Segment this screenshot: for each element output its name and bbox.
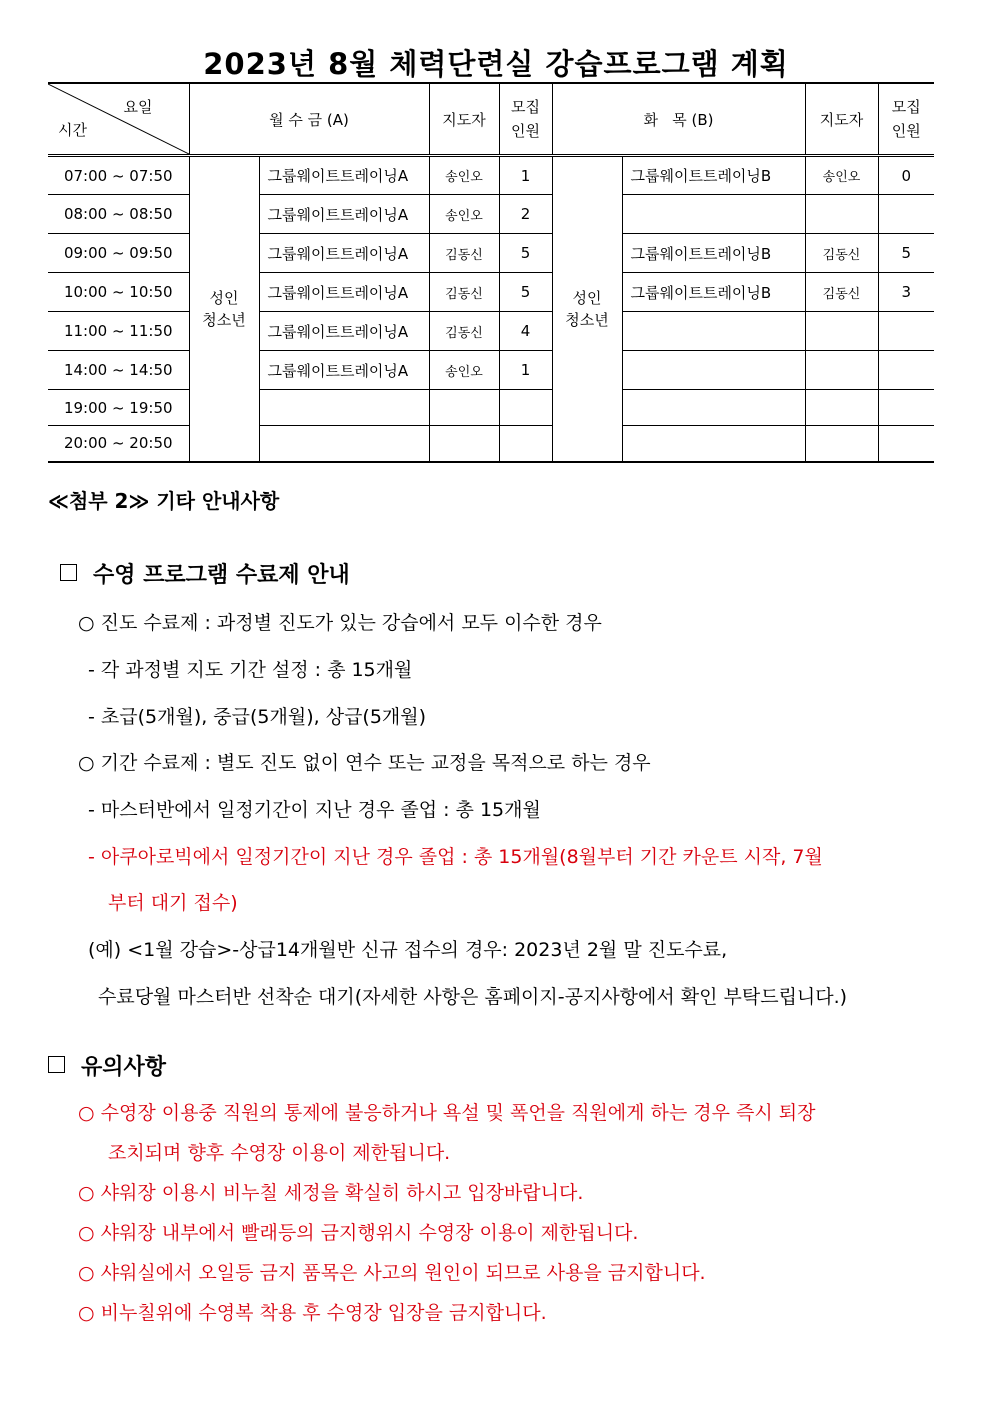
instructor-b-cell (805, 351, 878, 390)
notice-section-heading (48, 1050, 166, 1081)
instructor-b-cell (805, 390, 878, 426)
recruit-a-cell: 2 (499, 195, 552, 234)
class-a-cell: 그룹웨이트트레이닝A (259, 195, 429, 234)
notice-line-4: ○ 샤워장 내부에서 빨래등의 금지행위시 수영장 이용이 제한됩니다. (78, 1222, 639, 1244)
swim-section-heading (60, 558, 350, 589)
instructor-b-cell: 김동신 (805, 273, 878, 312)
class-a-cell (259, 390, 429, 426)
table-row (48, 426, 934, 462)
recruit-a-cell (499, 426, 552, 462)
instructor-b-cell (805, 312, 878, 351)
header-tt: 화 목 (B) (552, 83, 805, 156)
class-a-cell (259, 426, 429, 462)
class-b-cell (622, 426, 805, 462)
time-cell: 19:00 ~ 19:50 (48, 390, 189, 426)
time-cell: 07:00 ~ 07:50 (48, 156, 189, 195)
recruit-b-cell (878, 390, 934, 426)
recruit-b-cell (878, 351, 934, 390)
attachment-heading: ≪첨부 2≫ 기타 안내사항 (48, 489, 280, 513)
class-b-cell (622, 390, 805, 426)
class-a-cell: 그룹웨이트트레이닝A (259, 351, 429, 390)
notice-line-6: ○ 비누칠위에 수영복 착용 후 수영장 입장을 금지합니다. (78, 1302, 547, 1324)
instructor-a-cell: 송인오 (429, 195, 499, 234)
checkbox-square-icon (48, 1056, 65, 1073)
notice-line-5: ○ 샤워실에서 오일등 금지 품목은 사고의 원인이 되므로 사용을 금지합니다. (78, 1262, 706, 1284)
instructor-a-cell (429, 426, 499, 462)
class-b-cell (622, 312, 805, 351)
recruit-a-cell: 1 (499, 351, 552, 390)
corner-day-label: 요일 (123, 98, 153, 116)
recruit-b-cell: 5 (878, 234, 934, 273)
table-row (48, 156, 934, 195)
schedule-table (48, 82, 934, 463)
recruit-b-cell: 3 (878, 273, 934, 312)
table-row (48, 195, 934, 234)
notice-heading-text: 유의사항 (81, 1055, 167, 1080)
swim-line-1: ○ 진도 수료제 : 과정별 진도가 있는 강습에서 모두 이수한 경우 (78, 612, 602, 634)
swim-line-2: - 각 과정별 지도 기간 설정 : 총 15개월 (88, 659, 413, 681)
instructor-a-cell: 김동신 (429, 312, 499, 351)
instructor-b-cell: 송인오 (805, 156, 878, 195)
notice-line-2: 조치되며 향후 수영장 이용이 제한됩니다. (108, 1142, 451, 1164)
instructor-a-cell (429, 390, 499, 426)
swim-line-6: - 아쿠아로빅에서 일정기간이 지난 경우 졸업 : 총 15개월(8월부터 기간 카운트 시작, 7월 (88, 846, 823, 868)
class-a-cell: 그룹웨이트트레이닝A (259, 234, 429, 273)
class-a-cell: 그룹웨이트트레이닝A (259, 273, 429, 312)
swim-line-7: 부터 대기 접수) (108, 892, 238, 914)
instructor-a-cell: 송인오 (429, 156, 499, 195)
header-mwf: 월 수 금 (A) (189, 83, 429, 156)
table-row (48, 312, 934, 351)
group-b-cell: 성인 청소년 (552, 156, 622, 462)
class-b-cell: 그룹웨이트트레이닝B (622, 156, 805, 195)
recruit-a-cell: 5 (499, 273, 552, 312)
class-b-cell: 그룹웨이트트레이닝B (622, 234, 805, 273)
header-instructor-a: 지도자 (429, 83, 499, 156)
recruit-b-cell (878, 426, 934, 462)
notice-line-1: ○ 수영장 이용중 직원의 통제에 불응하거나 욕설 및 폭언을 직원에게 하는 경우 즉시 퇴장 (78, 1102, 816, 1124)
group-a-cell: 성인 청소년 (189, 156, 259, 462)
recruit-a-cell: 1 (499, 156, 552, 195)
swim-example-2: 수료당월 마스터반 선착순 대기(자세한 사항은 홈페이지-공지사항에서 확인 부탁드립니다.) (98, 986, 848, 1008)
time-cell: 10:00 ~ 10:50 (48, 273, 189, 312)
time-cell: 09:00 ~ 09:50 (48, 234, 189, 273)
time-cell: 20:00 ~ 20:50 (48, 426, 189, 462)
checkbox-square-icon (60, 564, 77, 581)
instructor-b-cell: 김동신 (805, 234, 878, 273)
header-recruit-a: 모집 인원 (499, 83, 552, 156)
corner-cell (48, 83, 189, 156)
instructor-a-cell: 김동신 (429, 234, 499, 273)
header-recruit-b: 모집 인원 (878, 83, 934, 156)
recruit-a-cell: 4 (499, 312, 552, 351)
class-b-cell (622, 351, 805, 390)
time-cell: 11:00 ~ 11:50 (48, 312, 189, 351)
class-b-cell (622, 195, 805, 234)
instructor-b-cell (805, 426, 878, 462)
instructor-b-cell (805, 195, 878, 234)
table-header-row (48, 83, 934, 156)
swim-line-5: - 마스터반에서 일정기간이 지난 경우 졸업 : 총 15개월 (88, 799, 541, 821)
table-row (48, 351, 934, 390)
page-title: 2023년 8월 체력단련실 강습프로그램 계획 (203, 47, 789, 81)
notice-line-3: ○ 샤워장 이용시 비누칠 세정을 확실히 하시고 입장바랍니다. (78, 1182, 584, 1204)
recruit-a-cell (499, 390, 552, 426)
instructor-a-cell: 송인오 (429, 351, 499, 390)
time-cell: 14:00 ~ 14:50 (48, 351, 189, 390)
class-a-cell: 그룹웨이트트레이닝A (259, 156, 429, 195)
class-a-cell: 그룹웨이트트레이닝A (259, 312, 429, 351)
header-instructor-b: 지도자 (805, 83, 878, 156)
recruit-a-cell: 5 (499, 234, 552, 273)
swim-line-3: - 초급(5개월), 중급(5개월), 상급(5개월) (88, 706, 427, 728)
instructor-a-cell: 김동신 (429, 273, 499, 312)
swim-heading-text: 수영 프로그램 수료제 안내 (93, 563, 350, 588)
recruit-b-cell (878, 312, 934, 351)
swim-line-4: ○ 기간 수료제 : 별도 진도 없이 연수 또는 교정을 목적으로 하는 경우 (78, 752, 651, 774)
class-b-cell: 그룹웨이트트레이닝B (622, 273, 805, 312)
swim-example-1: (예) <1월 강습>-상급14개월반 신규 접수의 경우: 2023년 2월 말 진도수료, (88, 939, 728, 961)
corner-time-label: 시간 (58, 121, 87, 139)
table-row (48, 273, 934, 312)
recruit-b-cell (878, 195, 934, 234)
table-row (48, 234, 934, 273)
recruit-b-cell: 0 (878, 156, 934, 195)
table-row (48, 390, 934, 426)
time-cell: 08:00 ~ 08:50 (48, 195, 189, 234)
